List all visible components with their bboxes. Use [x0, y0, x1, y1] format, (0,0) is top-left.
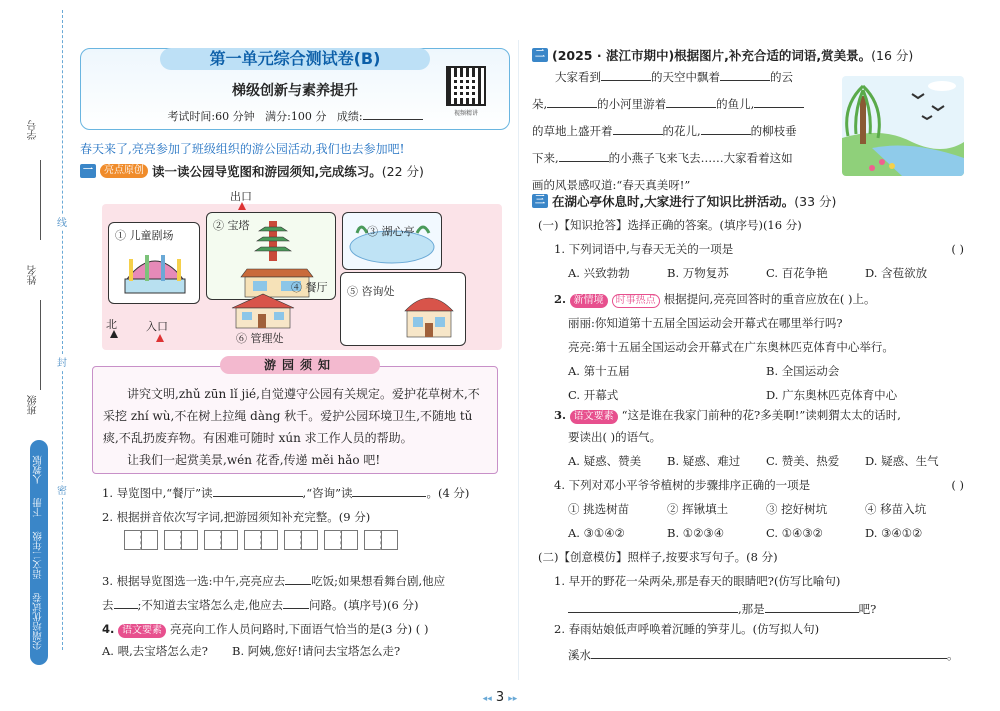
spring-scene-illustration: [842, 76, 964, 176]
pagoda-icon: [243, 215, 303, 275]
answer-paren[interactable]: ( ): [415, 622, 429, 636]
name-field[interactable]: [40, 300, 41, 370]
grid-cell[interactable]: [221, 530, 238, 550]
section-title: 读一读公园导览图和游园须知,完成练习。: [152, 164, 382, 179]
series-name: 尖端培优试卷: [33, 592, 44, 650]
series-badge: [30, 440, 48, 665]
grid-cell[interactable]: [204, 530, 221, 550]
question-1: [102, 484, 469, 502]
consultation-house-icon: [397, 289, 461, 341]
choice-question-4: [554, 476, 964, 542]
page-number: [470, 690, 530, 705]
answer-blank[interactable]: [285, 573, 311, 585]
up-arrow-icon: [238, 202, 246, 210]
section-number: 一: [80, 164, 96, 178]
right-column: [532, 0, 972, 711]
student-no-field[interactable]: [40, 160, 41, 240]
question-text: 4. 下列对邓小平爷爷植树的步骤排序正确的一项是: [554, 478, 811, 492]
series-volume: 下册: [33, 497, 44, 517]
grid-cell[interactable]: [124, 530, 141, 550]
spot-label: ① 儿童剧场: [115, 229, 174, 242]
question-text: 去: [102, 598, 114, 612]
rewrite-question-1: [554, 572, 964, 618]
original-tag: 亮点原创: [100, 164, 148, 178]
map-entrance: 入口: [146, 320, 168, 333]
class-field[interactable]: [40, 370, 41, 390]
question-text: 。: [947, 648, 959, 662]
option-b: B. ①②③④: [667, 526, 725, 540]
column-divider: [518, 40, 519, 680]
grid-cell[interactable]: [364, 530, 381, 550]
spot-consultation: [340, 272, 466, 346]
class-label: 班级: [28, 395, 39, 415]
prev-arrow-icon: ◂◂: [482, 694, 492, 704]
step-1: ① 挑选树苗: [568, 502, 630, 516]
park-map: [102, 188, 502, 350]
question-3: [102, 572, 512, 614]
answer-blank[interactable]: [701, 123, 751, 135]
question-text: 1. 导览图中,“餐厅”读: [102, 486, 213, 500]
option-c: C. 百花争艳: [766, 266, 828, 280]
question-text: 亮亮向工作人员问路时,下面语气恰当的是(3 分): [170, 622, 413, 636]
writing-grid[interactable]: [124, 530, 404, 550]
grid-cell[interactable]: [141, 530, 158, 550]
passage-text: 的天空中飘着: [651, 70, 720, 84]
option-b: B. 全国运动会: [766, 364, 840, 378]
answer-blank[interactable]: [613, 123, 663, 135]
question-text: ;不知道去宝塔怎么走,他应去: [137, 598, 284, 612]
spot-pagoda: [206, 212, 336, 300]
passage-text: 下来,: [532, 151, 559, 165]
answer-blank[interactable]: [720, 69, 770, 81]
question-text: 。(4 分): [426, 486, 470, 500]
option-b: B. 万物复苏: [667, 266, 729, 280]
question-4: 4. 语文要素 亮亮向工作人员问路时,下面语气恰当的是(3 分) ( ) A. 喂,去宝塔怎么走? B. 阿姨,您好!请问去宝塔怎么走?: [102, 622, 429, 658]
question-text: 要读出( )的语气。: [568, 430, 662, 444]
notice-paragraph: 让我们一起赏美景,wén 花香,传递 měi hǎo 吧!: [127, 453, 381, 467]
step-3: ③ 挖好树坑: [766, 502, 828, 516]
section-2-heading: [532, 46, 913, 64]
section-number: 三: [532, 194, 548, 208]
spot-label-restaurant: ④ 餐厅: [291, 281, 328, 294]
dialogue-answer: 亮亮:第十五届全国运动会开幕式在广东奥林匹克体育中心举行。: [568, 340, 894, 354]
answer-blank[interactable]: [754, 96, 804, 108]
answer-blank[interactable]: [283, 597, 309, 609]
park-notice: [92, 366, 498, 474]
option-d: D. 含苞欲放: [865, 266, 928, 280]
option-c: C. ①④③②: [766, 526, 823, 540]
option-a: A. 第十五届: [568, 364, 630, 378]
answer-blank[interactable]: [601, 69, 651, 81]
question-text: “这是谁在我家门前种的花?多美啊!”读刺猬太太的话时,: [621, 408, 901, 422]
choice-question-1: [554, 240, 964, 282]
passage-text: 的云: [770, 70, 793, 84]
map-exit: 出口: [230, 190, 252, 203]
score-field[interactable]: [363, 110, 423, 120]
theater-icon: [115, 249, 195, 299]
page-title: 第一单元综合测试卷(B): [160, 48, 430, 70]
page-subtitle: 梯级创新与素养提升: [232, 83, 358, 99]
intro-text: 春天来了,亮亮参加了班级组织的游公园活动,我们也去参加吧!: [80, 142, 405, 156]
grid-cell[interactable]: [341, 530, 358, 550]
passage-text: 画的风景感叹道:“春天真美呀!”: [532, 178, 691, 192]
answer-blank[interactable]: [213, 485, 303, 497]
grid-cell[interactable]: [324, 530, 341, 550]
answer-blank[interactable]: [568, 601, 738, 613]
section-points: (16 分): [871, 48, 914, 63]
qr-code-icon: [446, 66, 486, 106]
score-label: 成绩:: [336, 110, 363, 123]
answer-blank[interactable]: [591, 647, 947, 659]
option-c: C. 开幕式: [568, 388, 619, 402]
spot-label: ⑥ 管理处: [236, 332, 284, 345]
section-title: (2025 · 湛江市期中)根据图片,补充合适的词语,赏美景。: [552, 48, 872, 63]
question-text: 根据提问,亮亮回答时的重音应放在( )上。: [663, 292, 876, 306]
grid-cell[interactable]: [164, 530, 181, 550]
passage-text: 的草地上盛开着: [532, 124, 613, 138]
part-1-heading: (一)【知识抢答】选择正确的答案。(填序号)(16 分): [538, 218, 802, 232]
qr-caption: 视频精讲: [453, 110, 478, 117]
cut-line: [62, 10, 63, 650]
answer-blank[interactable]: [765, 601, 859, 613]
question-text: 1. 下列词语中,与春天无关的一项是: [554, 242, 734, 256]
notice-paragraph: 讲究文明,zhǔ zūn lǐ jié,自觉遵守公园有关规定。爱护花草树木,不采挖 zhí wù,不在树上拉绳 dàng 秋千。爱护公园环境卫生,不随地 tǔ 痰,不乱扔废弃物。有困难可随时 xún 求工作人员的帮助。: [103, 387, 480, 445]
series-grade: 语文二年级: [33, 531, 44, 579]
step-4: ④ 移苗入坑: [865, 502, 927, 516]
option-b: B. 疑惑、难过: [667, 454, 741, 468]
management-house-icon: [228, 292, 298, 332]
dash-word-2: 封: [55, 354, 69, 370]
scenery-fill-passage: [532, 64, 832, 199]
choice-question-3: 3. 语文要素 “这是谁在我家门前种的花?多美啊!”读刺猬太太的话时, 要读出( )的语气。 A. 疑惑、赞美 B. 疑惑、难过 C. 赞美、热爱 D. 疑惑、生气: [554, 406, 964, 470]
qr-code[interactable]: [442, 66, 490, 118]
passage-text: 的柳枝垂: [750, 124, 797, 138]
new-context-tag: 新情境: [570, 294, 608, 308]
dash-word-3: 密: [55, 482, 69, 498]
spot-label: ⑤ 咨询处: [347, 285, 395, 298]
spot-children-theater: [108, 222, 200, 304]
section-number: 二: [532, 48, 548, 62]
question-text: 吧?: [858, 602, 877, 616]
option-a: A. 疑惑、赞美: [568, 454, 642, 468]
question-text: 2. 春雨姑娘低声呼唤着沉睡的笋芽儿。(仿写拟人句): [554, 622, 820, 636]
section-title: 在湖心亭休息时,大家进行了知识比拼活动。: [552, 194, 795, 209]
full-score: 满分:100 分: [265, 110, 327, 123]
grid-cell[interactable]: [181, 530, 198, 550]
name-label: 姓名: [28, 265, 39, 285]
language-element-tag: 语文要素: [118, 624, 166, 638]
passage-text: 的小河里游着: [597, 97, 667, 111]
option-a: A. ③①④②: [568, 526, 625, 540]
answer-blank[interactable]: [114, 597, 138, 609]
binding-strip: [0, 0, 80, 711]
rewrite-question-2: [554, 620, 964, 664]
step-2: ② 挥锹填土: [667, 502, 729, 516]
part-2-heading: (二)【创意模仿】照样子,按要求写句子。(8 分): [538, 550, 778, 564]
up-arrow-icon: [156, 334, 164, 342]
answer-blank[interactable]: [547, 96, 597, 108]
section-3-heading: [532, 192, 836, 210]
answer-blank[interactable]: [559, 150, 609, 162]
question-text: 1. 早开的野花一朵两朵,那是春天的眼睛吧?(仿写比喻句): [554, 574, 841, 588]
option-b: B. 阿姨,您好!请问去宝塔怎么走?: [232, 644, 401, 658]
north-arrow-icon: [110, 330, 118, 338]
question-2: 2. 根据拼音依次写字词,把游园须知补充完整。(9 分): [102, 510, 371, 524]
answer-paren[interactable]: ( ): [951, 242, 964, 256]
option-c: C. 赞美、热爱: [766, 454, 840, 468]
grid-cell[interactable]: [381, 530, 398, 550]
option-a: A. 喂,去宝塔怎么走?: [102, 644, 208, 658]
section-points: (22 分): [381, 164, 424, 179]
option-a: A. 兴致勃勃: [568, 266, 630, 280]
option-d: D. 广东奥林匹克体育中心: [766, 388, 898, 402]
passage-text: 的花儿,: [662, 124, 701, 138]
question-text: ,那是: [738, 602, 765, 616]
dash-word-1: 线: [55, 214, 69, 230]
answer-blank[interactable]: [666, 96, 716, 108]
passage-text: 朵,: [532, 97, 548, 111]
grid-cell[interactable]: [284, 530, 301, 550]
language-element-tag: 语文要素: [570, 410, 618, 424]
section-points: (33 分): [794, 194, 837, 209]
series-edition: 人教版: [33, 455, 44, 484]
question-text: 溪水: [568, 648, 591, 662]
question-text: 问路。(填序号)(6 分): [309, 598, 419, 612]
dialogue-question: 丽丽:你知道第十五届全国运动会开幕式在哪里举行吗?: [568, 316, 843, 330]
question-text: 3. 根据导览图选一选:中午,亮亮应去: [102, 574, 286, 588]
next-arrow-icon: ▸▸: [508, 694, 518, 704]
spot-label: ③ 湖心亭: [367, 225, 415, 238]
question-text: 吃饭;如果想看舞台剧,他应: [311, 574, 446, 588]
option-d: D. ③④①②: [865, 526, 923, 540]
section-1-heading: [80, 162, 424, 180]
grid-cell[interactable]: [261, 530, 278, 550]
answer-paren[interactable]: ( ): [951, 478, 964, 492]
passage-text: 大家看到: [555, 70, 601, 84]
page-number-value: 3: [495, 690, 505, 705]
grid-cell[interactable]: [301, 530, 318, 550]
spot-label: ② 宝塔: [213, 219, 250, 232]
exam-time: 考试时间:60 分钟: [167, 110, 255, 123]
passage-text: 的小燕子飞来飞去……大家看着这如: [608, 151, 793, 165]
map-north: 北: [106, 318, 117, 331]
grid-cell[interactable]: [244, 530, 261, 550]
current-events-tag: 时事热点: [612, 294, 660, 308]
passage-text: 的鱼儿,: [716, 97, 755, 111]
option-d: D. 疑惑、生气: [865, 454, 939, 468]
choice-question-2: 2. 新情境 时事热点 根据提问,亮亮回答时的重音应放在( )上。 丽丽:你知道第十五届全国运动会开幕式在哪里举行吗? 亮亮:第十五届全国运动会开幕式在广东奥林匹克体育中心举行。 A. 第十五届 B. 全国运动会 C. 开幕式 D. 广东奥林匹克体育中心: [554, 290, 964, 404]
spot-lake-pavilion: [342, 212, 442, 270]
student-no-label: 学号: [28, 120, 39, 140]
question-text: ,“咨询”读: [302, 486, 353, 500]
notice-title: 游园须知: [220, 356, 380, 374]
left-column: [80, 0, 510, 711]
answer-blank[interactable]: [352, 485, 426, 497]
